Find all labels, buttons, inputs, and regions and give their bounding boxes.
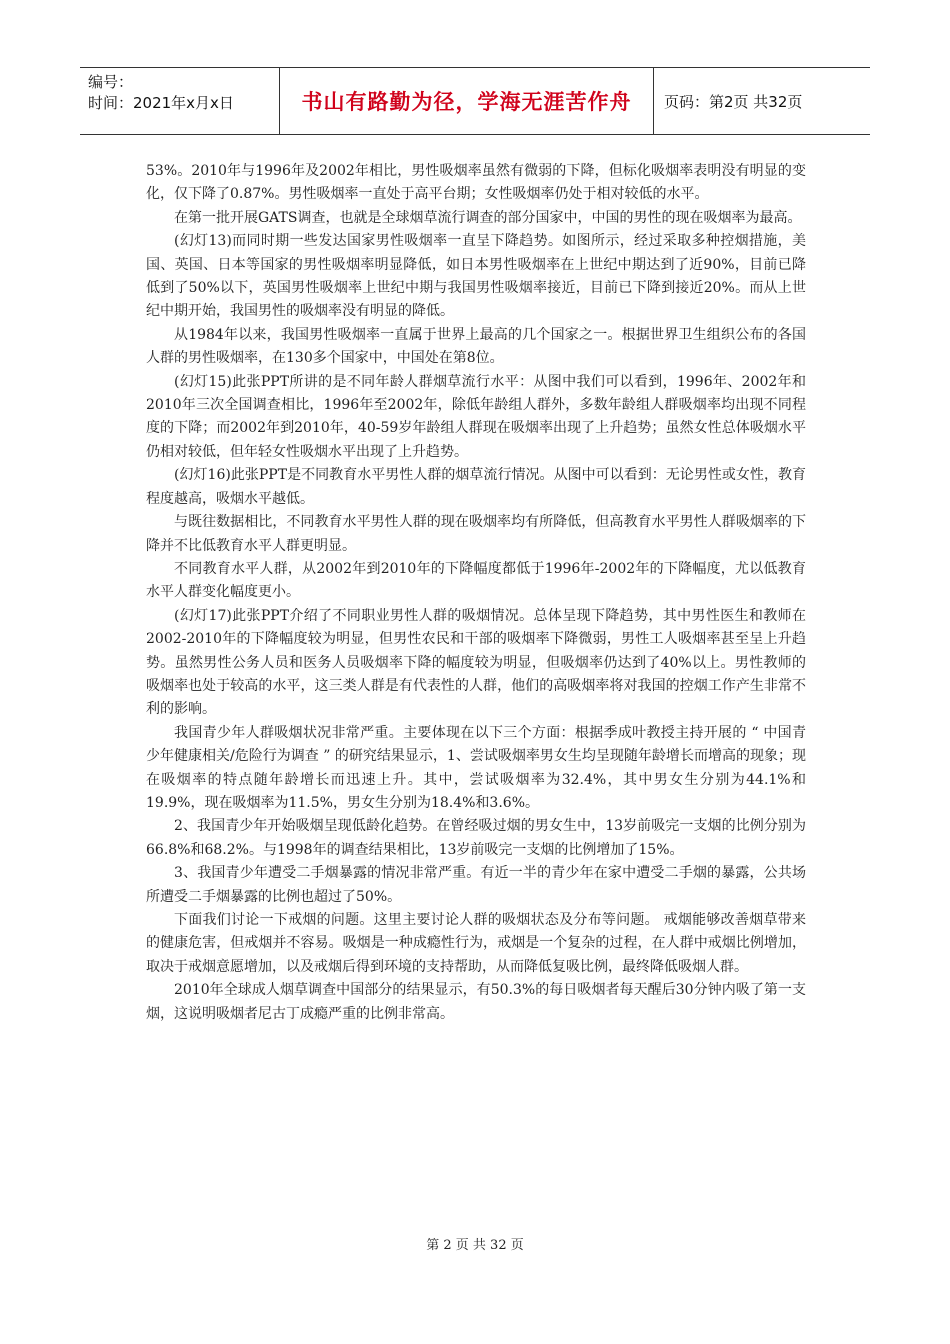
paragraph: (幻灯15)此张PPT所讲的是不同年龄人群烟草流行水平：从图中我们可以看到，1996年、2002年和2010年三次全国调查相比，1996年至2002年，除低年龄组人群外，多数年龄组人群吸烟率均出现不同程度的下降；而2002年到2010年，40-59岁年龄组人群现在吸烟率出现了上升趋势；虽然女性总体吸烟水平仍相对较低，但年轻女性吸烟水平出现了上升趋势。 [146, 373, 806, 460]
paragraph: 2、我国青少年开始吸烟呈现低龄化趋势。在曾经吸过烟的男女生中，13岁前吸完一支烟的比例分别为66.8%和68.2%。与1998年的调查结果相比，13岁前吸完一支烟的比例增加了15%。 [146, 818, 806, 858]
paragraph: 不同教育水平人群，从2002年到2010年的下降幅度都低于1996年-2002年的下降幅度，尤以低教育水平人群变化幅度更小。 [146, 560, 806, 601]
header-meta [80, 68, 280, 134]
document-body [146, 160, 806, 1026]
paragraph: 2010年全球成人烟草调查中国部分的结果显示，有50.3%的每日吸烟者每天醒后30分钟内吸了第一支烟，这说明吸烟者尼古丁成瘾严重的比例非常高。 [146, 982, 806, 1022]
paragraph: 下面我们讨论一下戒烟的问题。这里主要讨论人群的吸烟状态及分布等问题。 戒烟能够改善烟草带来的健康危害，但戒烟并不容易。吸烟是一种成瘾性行为，戒烟是一个复杂的过程，在人群中戒烟比例增加，取决于戒烟意愿增加，以及戒烟后得到环境的支持帮助，从而降低复吸比例，最终降低吸烟人群。 [146, 912, 806, 975]
paragraph: 我国青少年人群吸烟状况非常严重。主要体现在以下三个方面：根据季成叶教授主持开展的 “ 中国青少年健康相关/危险行为调查 ” 的研究结果显示，1、尝试吸烟率男女生均呈现随年龄增长而增高的现象；现在吸烟率的特点随年龄增长而迅速上升。其中，尝试吸烟率为32.4%，其中男女生分别为44.1%和19.9%，现在吸烟率为11.5%，男女生分别为18.4%和3.6%。 [146, 724, 806, 811]
paragraph: (幻灯17)此张PPT介绍了不同职业男性人群的吸烟情况。总体呈现下降趋势，其中男性医生和教师在2002-2010年的下降幅度较为明显，但男性农民和干部的吸烟率下降微弱，男性工人吸烟率甚至呈上升趋势。虽然男性公务人员和医务人员吸烟率下降的幅度较为明显，但吸烟率仍达到了40%以上。男性教师的吸烟率也处于较高的水平，这三类人群是有代表性的人群，他们的高吸烟率将对我国的控烟工作产生非常不利的影响。 [146, 607, 806, 718]
paragraph: (幻灯16)此张PPT是不同教育水平男性人群的烟草流行情况。从图中可以看到：无论男性或女性，教育程度越高，吸烟水平越低。 [146, 467, 806, 507]
paragraph: 3、我国青少年遭受二手烟暴露的情况非常严重。有近一半的青少年在家中遭受二手烟的暴露，公共场所遭受二手烟暴露的比例也超过了50%。 [146, 865, 806, 905]
paragraph: (幻灯13)而同时期一些发达国家男性吸烟率一直呈下降趋势。如图所示，经过采取多种控烟措施，美国、英国、日本等国家的男性吸烟率明显降低，如日本男性吸烟率在上世纪中期达到了近90%，目前已降低到了50%以下，英国男性吸烟率上世纪中期与我国男性吸烟率接近，目前已下降到接近20%。而从上世纪中期开始，我国男性的吸烟率没有明显的降低。 [146, 233, 806, 320]
header-motto: 书山有路勤为径，学海无涯苦作舟 [280, 68, 654, 134]
document-number-label: 编号： [88, 73, 134, 91]
document-date: 时间：2021年x月x日 [88, 94, 234, 112]
paragraph: 从1984年以来，我国男性吸烟率一直属于世界上最高的几个国家之一。根据世界卫生组织公布的各国人群的男性吸烟率，在130多个国家中，中国处在第8位。 [146, 326, 806, 367]
page-footer: 第 2 页 共 32 页 [426, 1238, 524, 1253]
paragraph: 53%。2010年与1996年及2002年相比，男性吸烟率虽然有微弱的下降，但标化吸烟率表明没有明显的变化，仅下降了0.87%。男性吸烟率一直处于高平台期；女性吸烟率仍处于相对较低的水平。 [146, 163, 806, 203]
header-page-number: 页码：第2页 共32页 [664, 92, 803, 111]
page-header [80, 67, 870, 135]
paragraph: 与既往数据相比，不同教育水平男性人群的现在吸烟率均有所降低，但高教育水平男性人群吸烟率的下降并不比低教育水平人群更明显。 [146, 514, 806, 554]
paragraph: 在第一批开展GATS调查，也就是全球烟草流行调查的部分国家中，中国的男性的现在吸烟率为最高。 [174, 209, 802, 226]
